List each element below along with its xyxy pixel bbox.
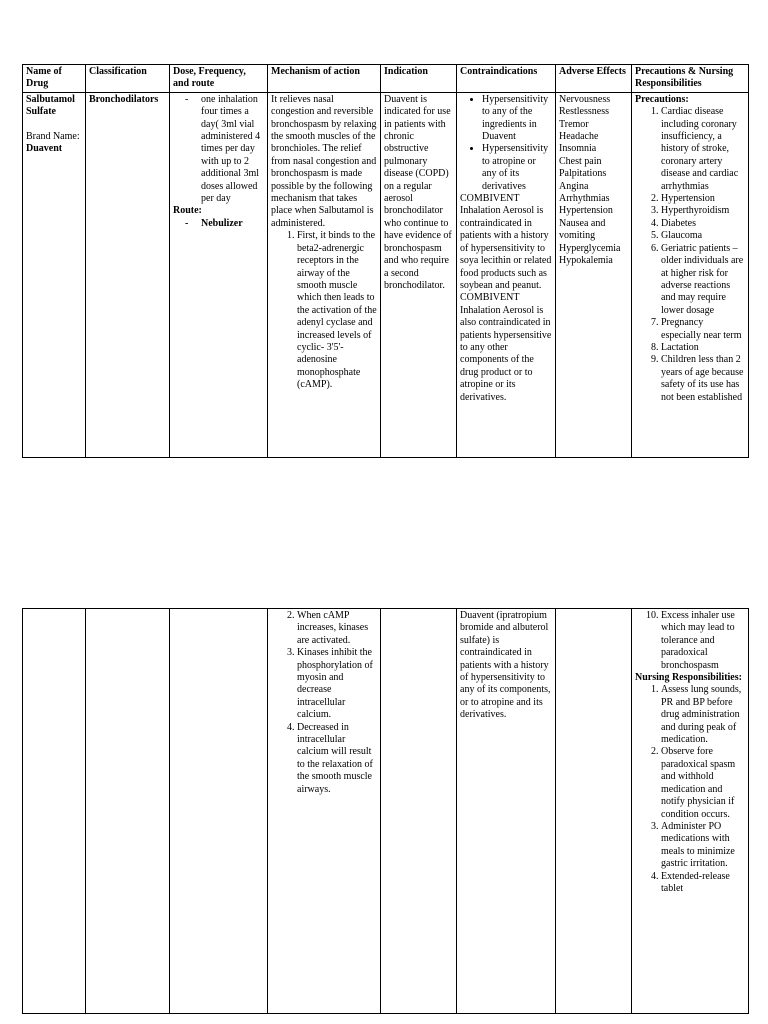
mechanism-step: 2. When cAMP increases, kinases are activated.	[297, 610, 377, 647]
nursing-item: 2. Observe fore paradoxical spasm and withhold medication and notify physician if condition occurs.	[661, 746, 745, 820]
dose-cell	[170, 92, 268, 457]
drug-name: Salbutamol Sulfate	[26, 93, 75, 118]
adverse-item: Nervousness	[559, 93, 611, 105]
nursing-item: 3. Administer PO medications with meals to minimize gastric irritation.	[661, 821, 745, 871]
indication-cell	[381, 609, 457, 1014]
header-dose: Dose, Frequency, and route	[170, 65, 268, 93]
precaution-item: 5. Glaucoma	[661, 230, 745, 242]
nursing-label: Nursing Responsibilities:	[635, 672, 742, 684]
dose-item: - one inhalation four times a day( 3ml vial administered 4 times per day with up to 2 additional 3ml doses allowed per day	[201, 94, 264, 206]
header-row	[23, 65, 749, 93]
adverse-item: Angina	[559, 180, 589, 192]
precaution-item: 2. Hypertension	[661, 193, 745, 205]
adverse-item: Restlessness	[559, 106, 609, 118]
indication-cell	[381, 92, 457, 457]
classification: Bronchodilators	[89, 93, 159, 105]
adverse-item: Arrhythmias	[559, 193, 610, 205]
header-indication: Indication	[381, 65, 457, 93]
precaution-item: 4. Diabetes	[661, 218, 745, 230]
adverse-item: Headache	[559, 131, 599, 143]
drug-row	[23, 92, 749, 457]
classification-cell	[86, 92, 170, 457]
precautions-cell	[632, 609, 749, 1014]
nursing-item: 4. Extended-release tablet	[661, 871, 745, 896]
header-adverse: Adverse Effects	[556, 65, 632, 93]
precaution-item: 9. Children less than 2 years of age because safety of its use has not been established	[661, 354, 745, 404]
adverse-item: Nausea and vomiting	[559, 217, 606, 242]
header-classification: Classification	[86, 65, 170, 93]
contra-text: COMBIVENT Inhalation Aerosol is contraindicated in patients with a history of hypersensitivity to soya lecithin or related food products such as soybean and peanut.	[460, 193, 552, 291]
mechanism-cell	[268, 92, 381, 457]
route-item: - Nebulizer	[201, 218, 264, 230]
adverse-item: Hyperglycemia	[559, 242, 621, 254]
precaution-item: 1. Cardiac disease including coronary insufficiency, a history of stroke, coronary artery disease and cardiac arrhythmias	[661, 106, 745, 193]
mechanism-step: 3. Kinases inhibit the phosphorylation of myosin and decrease intracellular calcium.	[297, 647, 377, 721]
contra-bullet: • Hypersensitivity to atropine or any of its derivatives	[482, 143, 552, 193]
adverse-item: Insomnia	[559, 143, 597, 155]
mechanism-step: 1. First, it binds to the beta2-adrenergic receptors in the airway of the smooth muscle which then leads to the activation of the adenyl cyclase and increased levels of cyclic- 3'5'-adenosine monophosphate (cAMP).	[297, 230, 377, 391]
contraindications-cell	[457, 609, 556, 1014]
indication: Duavent is indicated for use in patients with chronic obstructive pulmonary disease (COPD) on a regular aerosol bronchodilator who continue to have evidence of bronchospasm and who require a second bronchodilator.	[384, 93, 452, 291]
brand-label: Brand Name:	[26, 130, 80, 142]
classification-cell	[86, 609, 170, 1014]
adverse-item: Tremor	[559, 118, 589, 130]
contraindications-cell	[457, 92, 556, 457]
adverse-effects-cell	[556, 92, 632, 457]
contra-text: COMBIVENT Inhalation Aerosol is also contraindicated in patients hypersensitive to any other components of the drug product or to atropine or its derivatives.	[460, 292, 552, 403]
drug-study-table-continued	[22, 608, 749, 1014]
precautions-cell	[632, 92, 749, 457]
precaution-item: 3. Hyperthyroidism	[661, 205, 745, 217]
precaution-item: 6. Geriatric patients – older individuals are at higher risk for adverse reactions and may require lower dosage	[661, 243, 745, 317]
precautions-label: Precautions:	[635, 93, 689, 105]
adverse-effects-cell	[556, 609, 632, 1014]
precaution-item: 7. Pregnancy especially near term	[661, 317, 745, 342]
adverse-item: Hypertension	[559, 205, 613, 217]
mechanism-cell	[268, 609, 381, 1014]
precaution-item: 8. Lactation	[661, 342, 745, 354]
mechanism-step: 4. Decreased in intracellular calcium will result to the relaxation of the smooth muscle airways.	[297, 722, 377, 796]
drug-study-table	[22, 64, 749, 458]
contra-bullet: • Hypersensitivity to any of the ingredients in Duavent	[482, 94, 552, 144]
brand-name: Duavent	[26, 143, 63, 155]
mechanism-intro: It relieves nasal congestion and reversible bronchospasm by relaxing the smooth muscles of the bronchioles. The relief from nasal congestion and bronchospasm is made possible by the following mechanism that takes place when Salbutamol is administered.	[271, 93, 377, 229]
adverse-item: Palpitations	[559, 168, 607, 180]
header-mechanism: Mechanism of action	[268, 65, 381, 93]
route-label: Route:	[173, 205, 202, 217]
nursing-item: 1. Assess lung sounds, PR and BP before drug administration and during peak of medication.	[661, 684, 745, 746]
header-precautions: Precautions & Nursing Responsibilities	[632, 65, 749, 93]
precaution-item: 10. Excess inhaler use which may lead to tolerance and paradoxical bronchospasm	[661, 610, 745, 672]
drug-name-cell	[23, 92, 86, 457]
header-contraindications: Contraindications	[457, 65, 556, 93]
drug-name-cell	[23, 609, 86, 1014]
header-name: Name of Drug	[23, 65, 86, 93]
continued-row	[23, 609, 749, 1014]
contra-text: Duavent (ipratropium bromide and albuterol sulfate) is contraindicated in patients with a history of hypersensitivity to any of its components, or to atropine and its derivatives.	[460, 610, 551, 721]
dose-cell	[170, 609, 268, 1014]
adverse-item: Hypokalemia	[559, 255, 613, 267]
adverse-item: Chest pain	[559, 155, 602, 167]
